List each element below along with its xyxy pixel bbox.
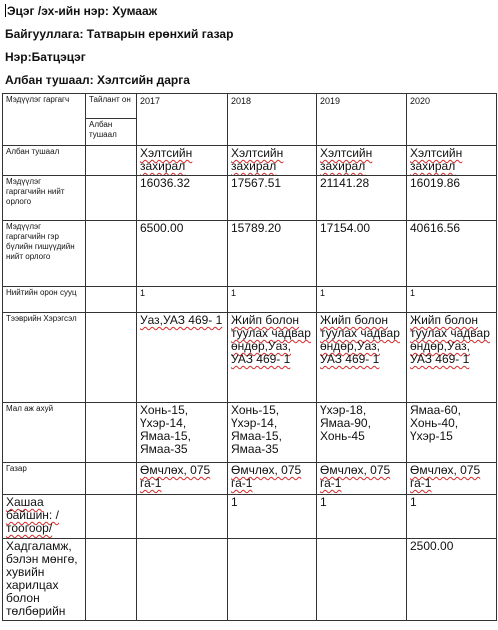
row-label-cell xyxy=(3,287,86,313)
header-organization: Байгууллага: Татварын ерөнхий газар xyxy=(5,27,234,41)
row-label-cell xyxy=(3,221,86,287)
income-value: 17567.51 xyxy=(228,176,317,221)
income-value: 16036.32 xyxy=(137,176,228,221)
land-value: Өмчлөх, 075 га-1 xyxy=(228,463,317,495)
year-label: 2019 xyxy=(320,96,341,106)
year-cell xyxy=(317,94,407,146)
corner-label-cell xyxy=(3,94,86,146)
declarant-header xyxy=(5,0,495,92)
row-label-cell xyxy=(3,313,86,403)
row-label: Нийтийн орон сууц xyxy=(6,288,77,297)
year-label: 2020 xyxy=(410,96,431,106)
family-income-value: 15789.20 xyxy=(228,221,317,287)
empty-cell xyxy=(86,221,137,287)
family-income-value: 40616.56 xyxy=(407,221,497,287)
land-value: Өмчлөх, 075 га-1 xyxy=(407,463,497,495)
family-income-value: 6500.00 xyxy=(137,221,228,287)
savings-value xyxy=(317,539,407,621)
empty-cell xyxy=(86,146,137,176)
savings-value: 2500.00 xyxy=(407,539,497,621)
row-label-cell xyxy=(3,539,86,621)
row-label-cell xyxy=(3,463,86,495)
apartment-count: 1 xyxy=(317,287,407,313)
row-label: Албан тушаал xyxy=(6,147,60,156)
table-row xyxy=(3,463,497,495)
header-parent-name-text: Эцэг /эх-ийн нэр: Хумааж xyxy=(7,4,158,18)
corner-label: Мэдүүлэг гаргагч xyxy=(6,95,70,104)
table-row xyxy=(3,221,497,287)
row-label: Тээврийн Хэрэгсэл xyxy=(6,314,77,323)
header-name: Нэр:Батцэцэг xyxy=(5,50,86,64)
livestock-value: Ямаа-60, Хонь-40, Үхэр-15 xyxy=(407,403,497,463)
row-label-cell xyxy=(3,495,86,539)
family-income-value: 17154.00 xyxy=(317,221,407,287)
empty-cell xyxy=(86,176,137,221)
row-label: Мэдүүлэг гаргагчийн гэр бүлийн гишүүдийн нийт орлого xyxy=(6,222,75,261)
empty-cell xyxy=(86,287,137,313)
apartment-count: 1 xyxy=(228,287,317,313)
empty-cell xyxy=(86,403,137,463)
vehicle-value: Жийп болон туулах чадвар өндөр,Уаз, УАЗ 469- 1 xyxy=(228,313,317,403)
report-year-cell xyxy=(86,94,137,146)
empty-cell xyxy=(86,463,137,495)
empty-cell xyxy=(86,313,137,403)
empty-cell xyxy=(86,539,137,621)
table-row xyxy=(3,146,497,176)
position-value: Хэлтсийн захирал xyxy=(317,146,407,176)
position-sub-label: Албан тушаал xyxy=(86,118,136,140)
table-row xyxy=(3,539,497,621)
house-count xyxy=(137,495,228,539)
income-value: 21141.28 xyxy=(317,176,407,221)
row-label-cell xyxy=(3,176,86,221)
position-value: Хэлтсийн захирал xyxy=(137,146,228,176)
declaration-table xyxy=(2,93,497,621)
table-row xyxy=(3,495,497,539)
house-count: 1 xyxy=(317,495,407,539)
row-label-cell xyxy=(3,146,86,176)
empty-cell xyxy=(86,495,137,539)
house-count: 1 xyxy=(228,495,317,539)
row-label: Хашаа байшин: /тоогоор/ xyxy=(6,495,59,535)
vehicle-value: Уаз,УАЗ 469- 1 xyxy=(137,313,228,403)
row-label: Мал аж ахуй xyxy=(6,404,54,413)
row-label: Мэдүүлэг гаргагчийн нийт орлого xyxy=(6,177,65,206)
year-label: 2018 xyxy=(231,96,252,106)
table-row xyxy=(3,403,497,463)
table-row xyxy=(3,287,497,313)
table-row xyxy=(3,176,497,221)
row-label: Хадгаламж, бэлэн мөнгө, хувийн харилцах болон төлбөрийн xyxy=(6,539,78,618)
savings-value xyxy=(228,539,317,621)
year-cell xyxy=(137,94,228,146)
table-header-row xyxy=(3,94,497,146)
row-label: Газар xyxy=(6,464,27,473)
position-value: Хэлтсийн захирал xyxy=(407,146,497,176)
table-row xyxy=(3,313,497,403)
year-cell xyxy=(407,94,497,146)
livestock-value: Хонь-15, Үхэр-14, Ямаа-15, Ямаа-35 xyxy=(228,403,317,463)
house-count: 1 xyxy=(407,495,497,539)
position-value: Хэлтсийн захирал xyxy=(228,146,317,176)
income-value: 16019.86 xyxy=(407,176,497,221)
apartment-count: 1 xyxy=(407,287,497,313)
year-cell xyxy=(228,94,317,146)
report-year-label: Тайлант он xyxy=(89,95,131,104)
vehicle-value: Жийп болон туулах чадвар өндөр,Уаз, УАЗ 469- 1 xyxy=(407,313,497,403)
year-label: 2017 xyxy=(140,96,161,106)
header-position: Албан тушаал: Хэлтсийн дарга xyxy=(5,73,190,87)
land-value: Өмчлөх, 075 га-1 xyxy=(137,463,228,495)
land-value: Өмчлөх, 075 га-1 xyxy=(317,463,407,495)
livestock-value: Үхэр-18, Ямаа-90, Хонь-45 xyxy=(317,403,407,463)
apartment-count: 1 xyxy=(137,287,228,313)
header-parent-name xyxy=(5,0,495,23)
vehicle-value: Жийп болон туулах чадвар өндөр,Уаз, УАЗ 469- 1 xyxy=(317,313,407,403)
row-label-cell xyxy=(3,403,86,463)
livestock-value: Хонь-15, Үхэр-14, Ямаа-15, Ямаа-35 xyxy=(137,403,228,463)
text-cursor xyxy=(5,4,6,17)
savings-value xyxy=(137,539,228,621)
